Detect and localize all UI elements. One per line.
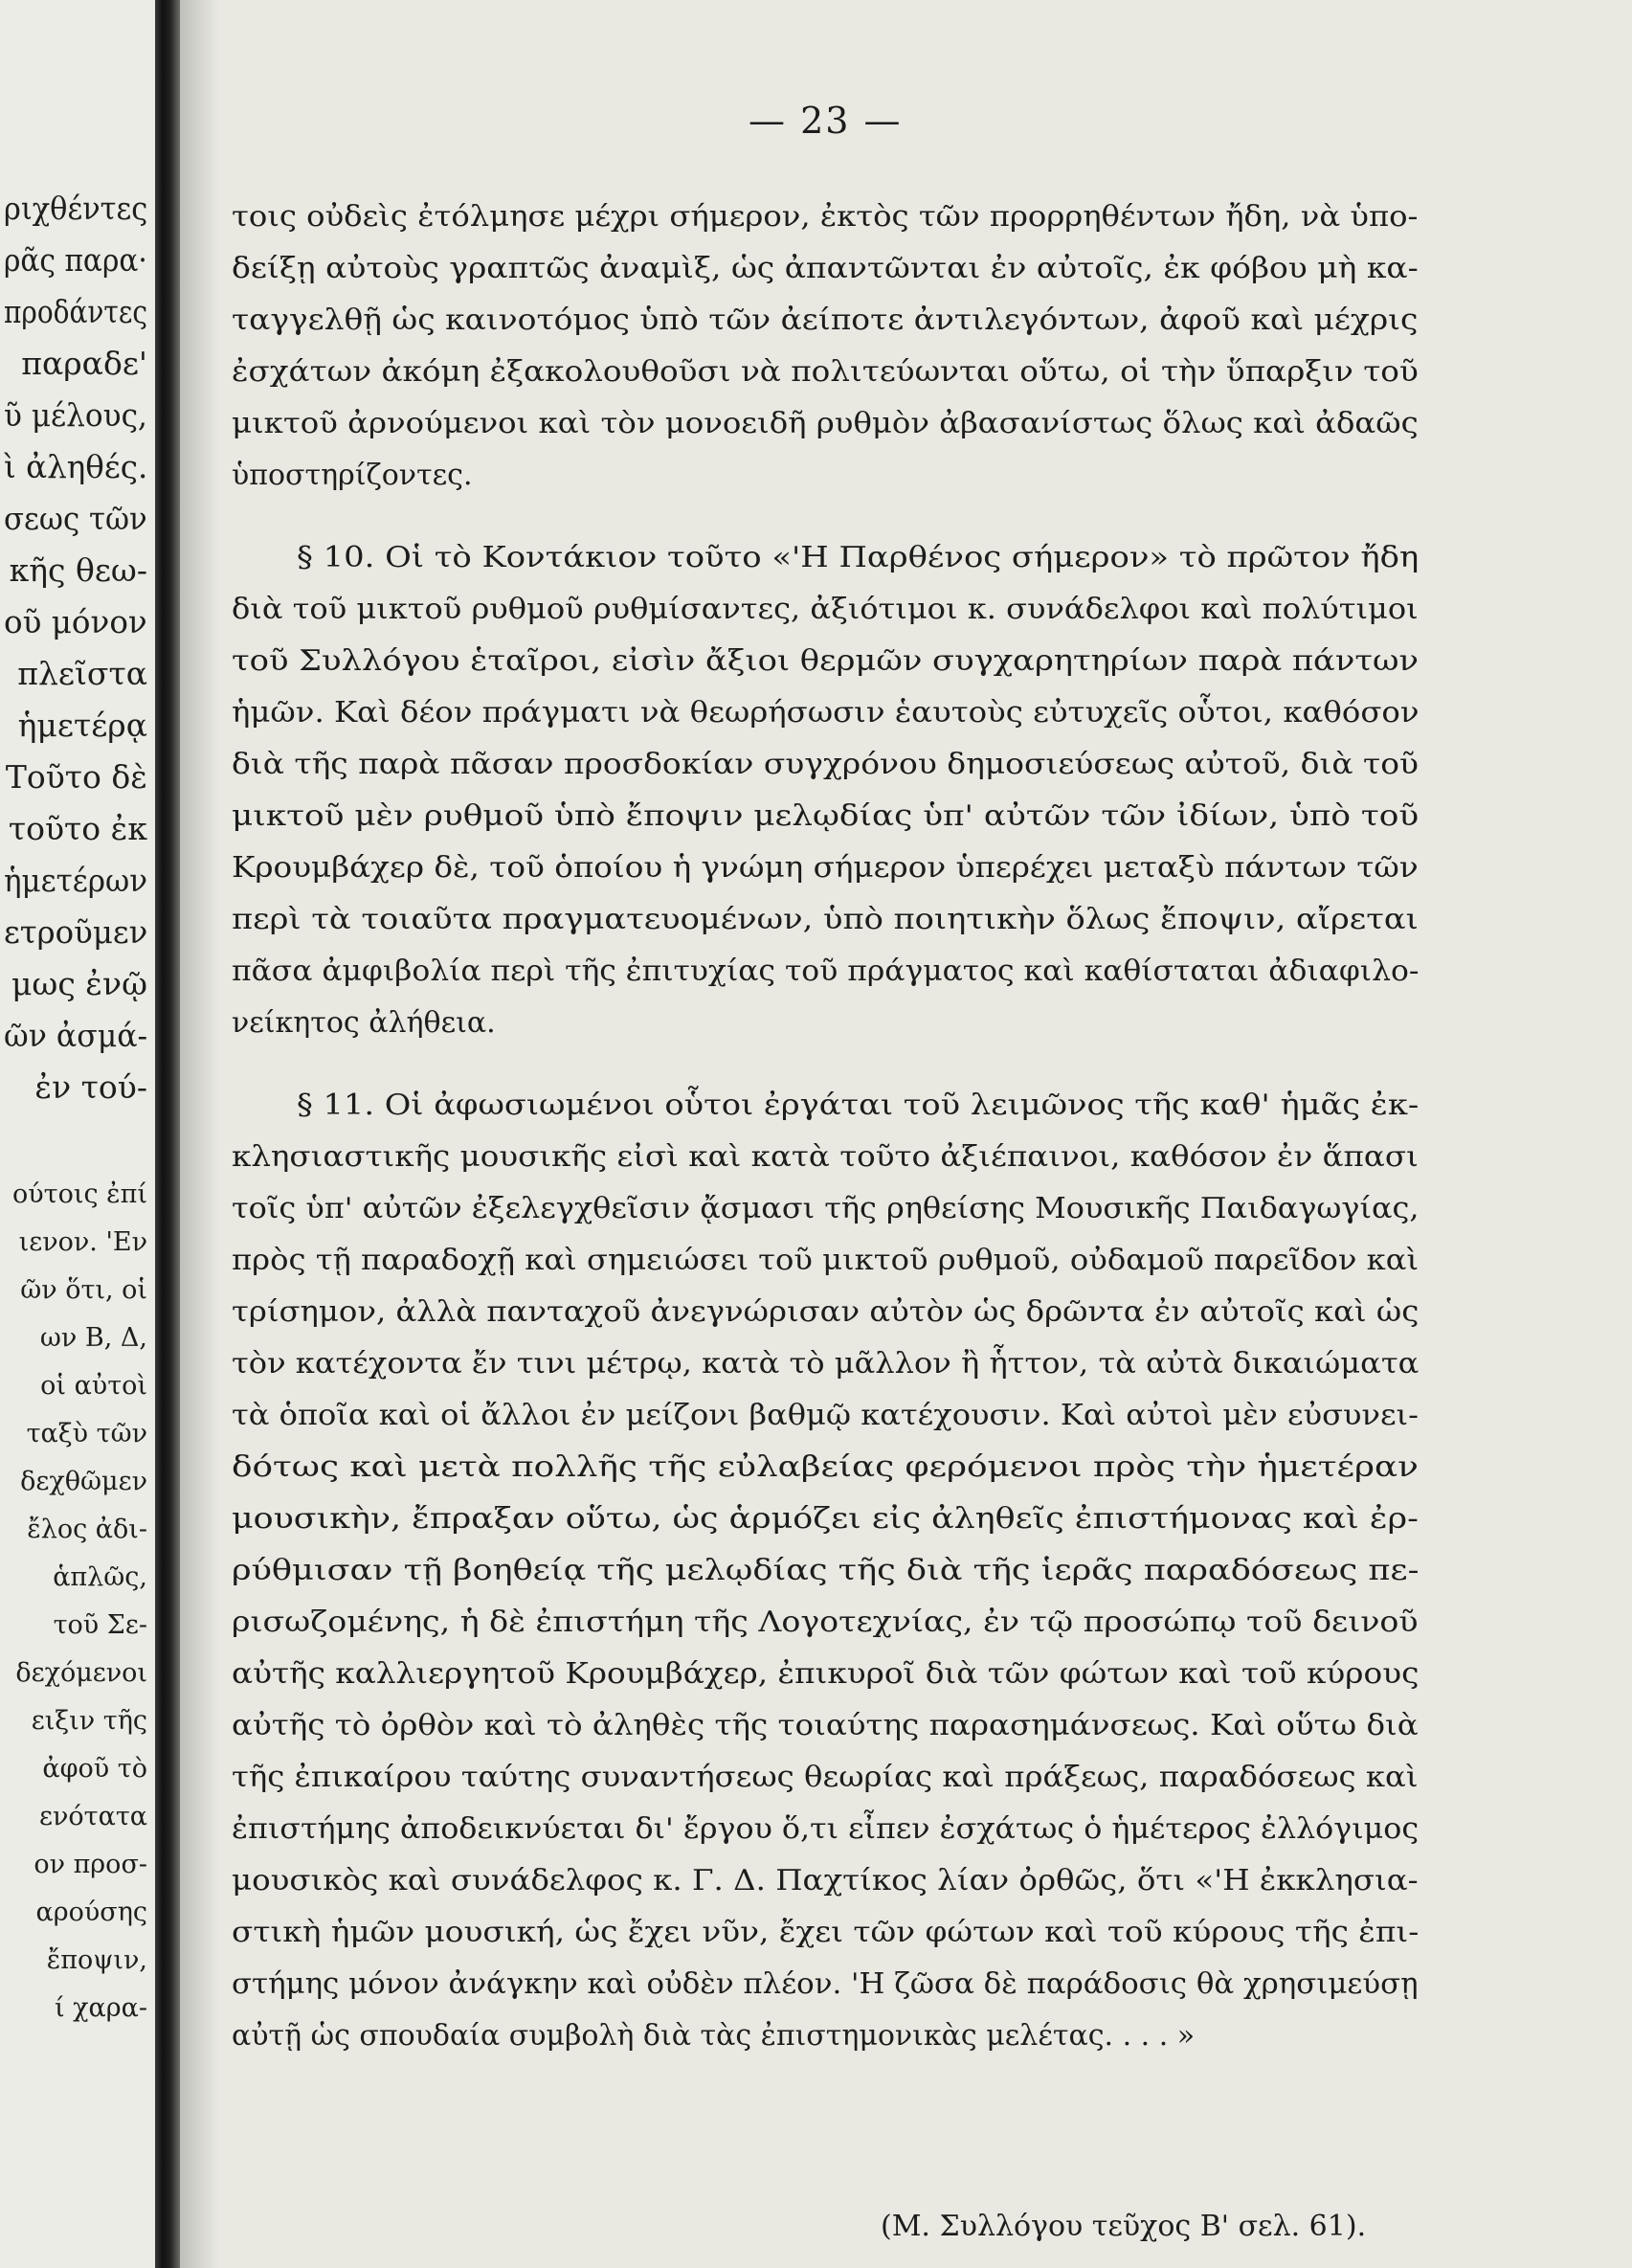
text-line: πᾶσα ἀμφιβολία περὶ τῆς ἐπιτυχίας τοῦ πράγματος καὶ καθίσταται ἀδιαφιλο- xyxy=(232,954,1420,988)
source-attribution: (Μ. Συλλόγου τεῦχος Β' σελ. 61). xyxy=(881,2210,1367,2243)
left-page-line: ἡμετέρων xyxy=(3,862,147,899)
book-gutter xyxy=(155,0,180,2268)
left-page-line: ὶ ἀληθές. xyxy=(3,448,147,485)
text-line: περὶ τὰ τοιαῦτα πραγματευομένων, ὑπὸ ποιητικὴν ὅλως ἔποψιν, αἴρεται xyxy=(232,903,1419,936)
page-number: — 23 — xyxy=(749,100,903,142)
text-line: δείξῃ αὐτοὺς γραπτῶς ἀναμὶξ, ὡς ἀπαντῶνται ἐν αὐτοῖς, ἐκ φόβου μὴ κα- xyxy=(232,252,1419,285)
text-line: τοις οὐδεὶς ἐτόλμησε μέχρι σήμερον, ἐκτὸς τῶν προρρηθέντων ἤδη, νὰ ὑπο- xyxy=(232,200,1419,234)
left-page-line: πλεῖστα xyxy=(17,655,147,692)
text-line: τὸν κατέχοντα ἔν τινι μέτρῳ, κατὰ τὸ μᾶλλον ἢ ἧττον, τὰ αὐτὰ δικαιώματα xyxy=(232,1347,1420,1381)
text-line: ἐπιστήμης ἀποδεικνύεται δι' ἔργου ὅ,τι εἶπεν ἐσχάτως ὁ ἡμέτερος ἐλλόγιμος xyxy=(232,1812,1420,1846)
text-line: στικὴ ἡμῶν μουσική, ὡς ἔχει νῦν, ἔχει τῶν φώτων καὶ τοῦ κύρους τῆς ἐπι- xyxy=(232,1916,1420,1949)
text-line: τὰ ὁποῖα καὶ οἱ ἄλλοι ἐν μείζονι βαθμῷ κατέχουσιν. Καὶ αὐτοὶ μὲν εὐσυνει- xyxy=(232,1399,1419,1432)
left-page-line: Τοῦτο δὲ xyxy=(5,758,147,796)
gutter-shadow xyxy=(180,0,218,2268)
text-line: ρύθμισαν τῇ βοηθείᾳ τῆς μελῳδίας τῆς διὰ τῆς ἱερᾶς παραδόσεως πε- xyxy=(232,1554,1420,1587)
left-page-line: ἀφοῦ τὸ xyxy=(42,1754,147,1784)
text-line: μουσικὸς καὶ συνάδελφος κ. Γ. Δ. Παχτίκος λίαν ὀρθῶς, ὅτι «'Η ἐκκλησια- xyxy=(232,1864,1419,1897)
left-page-line: ί χαρα- xyxy=(55,1993,147,2023)
text-line: τοῖς ὑπ' αὐτῶν ἐξελεγχθεῖσιν ᾄσμασι τῆς ρηθείσης Μουσικῆς Παιδαγωγίας, xyxy=(232,1192,1420,1225)
left-page-line: ετροῦμεν xyxy=(3,913,147,951)
left-page-line: ταξὺ τῶν xyxy=(26,1419,147,1448)
text-line: στήμης μόνον ἀνάγκην καὶ οὐδὲν πλέον. 'Η ζῶσα δὲ παράδοσις θὰ χρησιμεύσῃ xyxy=(232,1967,1419,2001)
text-line: δότως καὶ μετὰ πολλῆς τῆς εὐλαβείας φερόμενοι πρὸς τὴν ἡμετέραν xyxy=(232,1450,1419,1484)
left-page-line: ρᾶς παρα· xyxy=(4,241,147,279)
left-page-line: ον προσ- xyxy=(34,1850,147,1879)
left-page-line: ῶν ἀσμά- xyxy=(3,1017,147,1054)
left-page-line: ούτοις ἐπί xyxy=(12,1179,147,1209)
text-line: αὐτῆς καλλιεργητοῦ Κρουμβάχερ, ἐπικυροῖ διὰ τῶν φώτων καὶ τοῦ κύρους xyxy=(232,1657,1420,1691)
text-line: διὰ τῆς παρὰ πᾶσαν προσδοκίαν συγχρόνου δημοσιεύσεως αὐτοῦ, διὰ τοῦ xyxy=(232,748,1420,781)
text-line: αὐτῆς τὸ ὀρθὸν καὶ τὸ ἀληθὲς τῆς τοιαύτης παρασημάνσεως. Καὶ οὕτω διὰ xyxy=(232,1709,1419,1742)
text-line: ρισωζομένης, ἡ δὲ ἐπιστήμη τῆς Λογοτεχνίας, ἐν τῷ προσώπῳ τοῦ δεινοῦ xyxy=(232,1606,1419,1639)
left-page-line: δεχθῶμεν xyxy=(20,1467,147,1496)
left-page-line: προδάντες xyxy=(3,293,147,330)
text-line: αὐτῇ ὡς σπουδαία συμβολὴ διὰ τὰς ἐπιστημονικὰς μελέτας. . . . » xyxy=(232,2019,1196,2053)
text-line: τοῦ Συλλόγου ἑταῖροι, εἰσὶν ἄξιοι θερμῶν συγχαρητηρίων παρὰ πάντων xyxy=(232,644,1419,678)
left-page-line: σεως τῶν xyxy=(4,500,147,537)
paragraph-10-start: § 10. Οἱ τὸ Κοντάκιον τοῦτο «'Η Παρθένος σήμερον» τὸ πρῶτον ἤδη xyxy=(297,541,1420,574)
left-page-line: αρούσης xyxy=(35,1897,147,1927)
text-line: νείκητος ἀλήθεια. xyxy=(232,1006,496,1040)
text-line: τρίσημον, ἀλλὰ πανταχοῦ ἀνεγνώρισαν αὐτὸν ὡς δρῶντα ἐν αὐτοῖς καὶ ὡς xyxy=(232,1295,1420,1329)
left-page-line: τοῦ Σε- xyxy=(53,1610,147,1640)
left-page-line: κῆς θεω- xyxy=(9,551,147,589)
left-page-line: μως ἐνῷ xyxy=(11,965,147,1002)
text-line: μικτοῦ μὲν ρυθμοῦ ὑπὸ ἔποψιν μελῳδίας ὑπ' αὐτῶν τῶν ἰδίων, ὑπὸ τοῦ xyxy=(232,799,1420,833)
left-facing-page xyxy=(0,0,155,2268)
left-page-line: ἔλος ἀδι- xyxy=(27,1515,147,1544)
text-line: μουσικὴν, ἔπραξαν οὕτω, ὡς ἁρμόζει εἰς ἀληθεῖς ἐπιστήμονας καὶ ἐρ- xyxy=(232,1502,1419,1536)
left-page-line: ῦ μέλους, xyxy=(4,396,147,434)
paragraph-11-start: § 11. Οἱ ἀφωσιωμένοι οὗτοι ἐργάται τοῦ λειμῶνος τῆς καθ' ἡμᾶς ἐκ- xyxy=(297,1089,1420,1122)
text-line: πρὸς τῇ παραδοχῇ καὶ σημειώσει τοῦ μικτοῦ ρυθμοῦ, οὐδαμοῦ παρεῖδον καὶ xyxy=(232,1244,1420,1277)
left-page-line: ἁπλῶς, xyxy=(53,1562,147,1592)
left-page-line: ριχθέντες xyxy=(3,190,147,227)
left-page-line: ων Β, Δ, xyxy=(39,1323,147,1353)
left-page-line: δεχόμενοι xyxy=(15,1658,147,1688)
left-page-line: παραδε' xyxy=(21,345,147,382)
left-page-line: οῦ μόνον xyxy=(4,603,147,640)
text-line: ταγγελθῇ ὡς καινοτόμος ὑπὸ τῶν ἀείποτε ἀντιλεγόντων, ἀφοῦ καὶ μέχρις xyxy=(232,303,1419,337)
left-page-line: ἐν τού- xyxy=(34,1068,147,1106)
text-line: ἡμῶν. Καὶ δέον πράγματι νὰ θεωρήσωσιν ἑαυτοὺς εὐτυχεῖς οὗτοι, καθόσον xyxy=(232,696,1420,730)
text-line: κλησιαστικῆς μουσικῆς εἰσὶ καὶ κατὰ τοῦτο ἀξιέπαινοι, καθόσον ἐν ἅπασι xyxy=(232,1140,1419,1174)
left-page-line: οἱ αὐτοὶ xyxy=(40,1371,147,1401)
left-page-line: ῶν ὅτι, οἱ xyxy=(20,1275,147,1305)
text-line: διὰ τοῦ μικτοῦ ρυθμοῦ ρυθμίσαντες, ἀξιότιμοι κ. συνάδελφοι καὶ πολύτιμοι xyxy=(232,593,1419,626)
left-page-line: ειξιν τῆς xyxy=(31,1706,147,1736)
text-line: ὑποστηρίζοντες. xyxy=(232,459,473,492)
text-line: ἐσχάτων ἀκόμη ἐξακολουθοῦσι νὰ πολιτεύωνται οὕτω, οἱ τὴν ὕπαρξιν τοῦ xyxy=(232,355,1419,389)
left-page-line: τοῦτο ἐκ xyxy=(8,810,147,847)
text-line: μικτοῦ ἀρνούμενοι καὶ τὸν μονοειδῆ ρυθμὸν ἀβασανίστως ὅλως καὶ ἀδαῶς xyxy=(232,407,1419,440)
left-page-line: ενότατα xyxy=(39,1802,147,1831)
left-page-line: ιενον. 'Εν xyxy=(18,1227,147,1257)
left-page-line: ἡμετέρᾳ xyxy=(17,707,147,744)
left-page-line: ἔποψιν, xyxy=(46,1945,147,1975)
text-line: Κρουμβάχερ δὲ, τοῦ ὁποίου ἡ γνώμη σήμερον ὑπερέχει μεταξὺ πάντων τῶν xyxy=(232,851,1419,885)
text-line: τῆς ἐπικαίρου ταύτης συναντήσεως θεωρίας καὶ πράξεως, παραδόσεως καὶ xyxy=(232,1761,1419,1794)
